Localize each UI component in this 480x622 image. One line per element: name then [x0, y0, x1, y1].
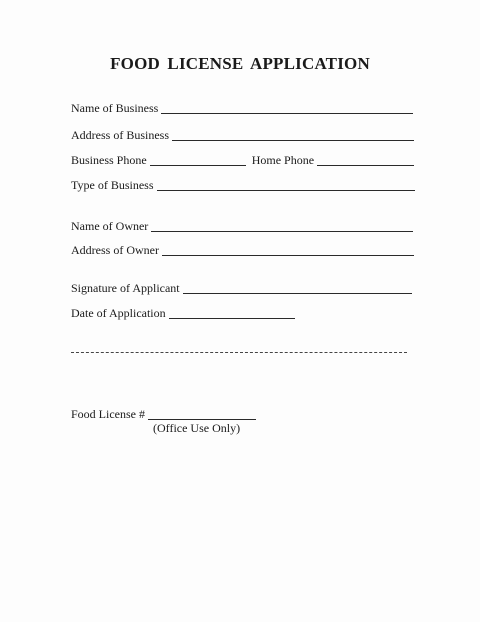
date-of-application-field[interactable]: [169, 318, 295, 319]
food-license-label: Food License #: [71, 407, 145, 421]
cut-line-divider: [71, 352, 407, 353]
office-use-only-note: (Office Use Only): [153, 421, 241, 435]
home-phone-field[interactable]: [317, 165, 414, 166]
type-of-business-label: Type of Business: [71, 178, 154, 192]
food-license-row: [71, 407, 256, 422]
name-of-business-row: [71, 101, 413, 116]
form-title: FOOD LICENSE APPLICATION: [110, 54, 370, 73]
address-of-owner-label: Address of Owner: [71, 243, 159, 257]
address-of-business-row: [71, 128, 414, 143]
type-of-business-field[interactable]: [157, 190, 415, 191]
home-phone-label: Home Phone: [251, 153, 315, 167]
name-of-business-field[interactable]: [161, 113, 413, 114]
name-of-owner-label: Name of Owner: [71, 219, 149, 233]
type-of-business-row: [71, 178, 415, 193]
food-license-field[interactable]: [148, 419, 256, 420]
signature-row: [71, 281, 412, 296]
address-of-owner-field[interactable]: [162, 255, 414, 256]
name-of-owner-field[interactable]: [151, 231, 413, 232]
address-of-owner-row: [71, 243, 414, 258]
name-of-owner-row: [71, 219, 413, 234]
business-phone-field[interactable]: [150, 165, 246, 166]
phone-row: [71, 153, 414, 168]
signature-of-applicant-label: Signature of Applicant: [71, 281, 180, 295]
name-of-business-label: Name of Business: [71, 101, 159, 115]
address-of-business-field[interactable]: [172, 140, 414, 141]
signature-field[interactable]: [183, 293, 412, 294]
business-phone-label: Business Phone: [71, 153, 147, 167]
date-of-application-label: Date of Application: [71, 306, 166, 320]
address-of-business-label: Address of Business: [71, 128, 169, 142]
date-of-application-row: [71, 306, 295, 321]
